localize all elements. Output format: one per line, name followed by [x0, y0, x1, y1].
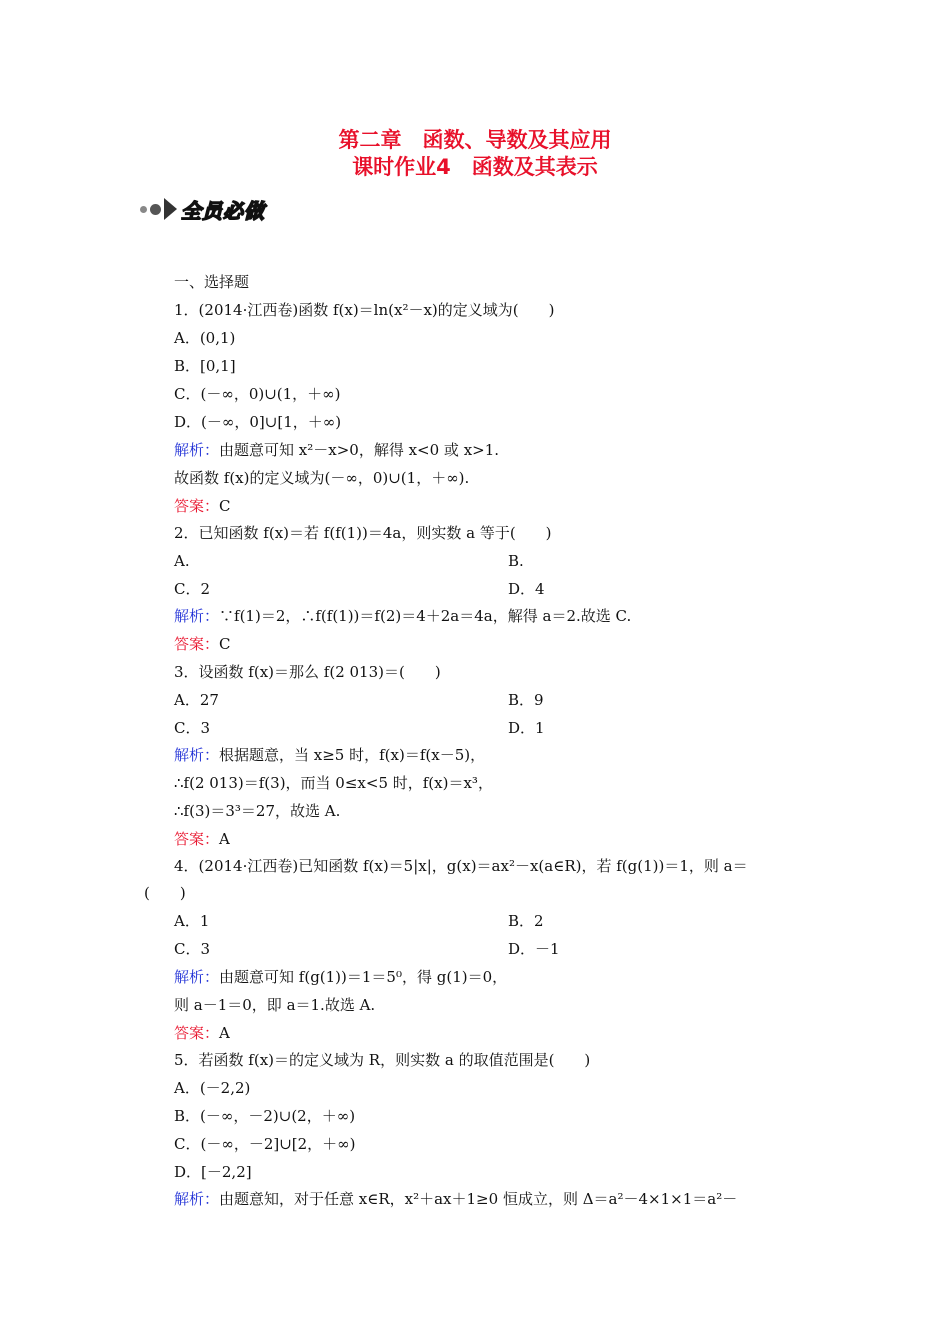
q3-analysis-cont2: ∴f(3)＝3³＝27，故选 A.: [174, 802, 341, 820]
q4-stem-cont: ( ): [144, 884, 186, 902]
arrow-icon: [164, 198, 177, 220]
q1-answer: 答案：C: [174, 497, 231, 515]
q3-option-a: A．27: [174, 691, 219, 709]
q2-stem: 2．已知函数 f(x)＝若 f(f(1))＝4a，则实数 a 等于( ): [174, 524, 552, 542]
q4-option-d: D．－1: [508, 940, 560, 958]
q1-option-a: A．(0,1): [174, 329, 236, 347]
q4-stem: 4．(2014·江西卷)已知函数 f(x)＝5|x|，g(x)＝ax²－x(a∈R)，若 f(g(1))＝1，则 a＝: [174, 857, 748, 875]
q3-analysis-cont: ∴f(2 013)＝f(3)，而当 0≤x<5 时，f(x)＝x³，: [174, 774, 493, 792]
q1-analysis: 解析：由题意可知 x²－x>0，解得 x<0 或 x>1.: [174, 441, 500, 459]
analysis-label: 解析：: [174, 441, 220, 459]
dot-icon: [150, 204, 161, 215]
q2-analysis: 解析：∵f(1)＝2，∴f(f(1))＝f(2)＝4＋2a＝4a，解得 a＝2.故选 C.: [174, 607, 632, 625]
q3-option-d: D．1: [508, 719, 545, 737]
q2-option-a: A.: [174, 552, 190, 570]
section-heading: 一、选择题: [174, 273, 250, 291]
dot-icon: [140, 206, 147, 213]
q5-option-b: B．(－∞，－2)∪(2，＋∞): [174, 1107, 356, 1125]
q5-analysis: 解析：由题意知，对于任意 x∈R，x²＋ax＋1≥0 恒成立，则 Δ＝a²－4×1×1＝a²－: [174, 1190, 738, 1208]
q5-option-c: C．(－∞，－2]∪[2，＋∞): [174, 1135, 356, 1153]
q3-answer: 答案：A: [174, 830, 230, 848]
answer-label: 答案：: [174, 1024, 220, 1042]
q3-option-b: B．9: [508, 691, 544, 709]
analysis-label: 解析：: [174, 746, 220, 764]
q5-option-a: A．(－2,2): [174, 1079, 251, 1097]
q2-option-d: D．4: [508, 580, 545, 598]
q2-option-c: C．2: [174, 580, 211, 598]
answer-label: 答案：: [174, 635, 220, 653]
lesson-title: 课时作业4 函数及其表示: [352, 155, 598, 179]
analysis-label: 解析：: [174, 607, 220, 625]
q5-stem: 5．若函数 f(x)＝的定义域为 R，则实数 a 的取值范围是( ): [174, 1051, 591, 1069]
q4-analysis-cont: 则 a－1＝0，即 a＝1.故选 A.: [174, 996, 376, 1014]
q4-analysis: 解析：由题意可知 f(g(1))＝1＝5⁰，得 g(1)＝0，: [174, 968, 508, 986]
q1-option-c: C．(－∞，0)∪(1，＋∞): [174, 385, 341, 403]
analysis-label: 解析：: [174, 1190, 220, 1208]
badge-label: 全员必做: [181, 198, 265, 223]
q4-answer: 答案：A: [174, 1024, 230, 1042]
section-badge: [140, 194, 265, 224]
q1-option-b: B．[0,1]: [174, 357, 236, 375]
q4-option-b: B．2: [508, 912, 544, 930]
q2-answer: 答案：C: [174, 635, 231, 653]
q4-option-a: A．1: [174, 912, 210, 930]
q5-option-d: D．[－2,2]: [174, 1163, 252, 1181]
q2-option-b: B.: [508, 552, 524, 570]
q3-analysis: 解析：根据题意，当 x≥5 时，f(x)＝f(x－5)，: [174, 746, 486, 764]
q1-stem: 1．(2014·江西卷)函数 f(x)＝ln(x²－x)的定义域为( ): [174, 301, 555, 319]
q1-option-d: D．(－∞，0]∪[1，＋∞): [174, 413, 342, 431]
q1-analysis-cont: 故函数 f(x)的定义域为(－∞，0)∪(1，＋∞).: [174, 469, 470, 487]
q4-option-c: C．3: [174, 940, 211, 958]
answer-label: 答案：: [174, 830, 220, 848]
q3-option-c: C．3: [174, 719, 211, 737]
chapter-title: 第二章 函数、导数及其应用: [338, 128, 612, 152]
analysis-label: 解析：: [174, 968, 220, 986]
q3-stem: 3．设函数 f(x)＝那么 f(2 013)＝( ): [174, 663, 441, 681]
answer-label: 答案：: [174, 497, 220, 515]
